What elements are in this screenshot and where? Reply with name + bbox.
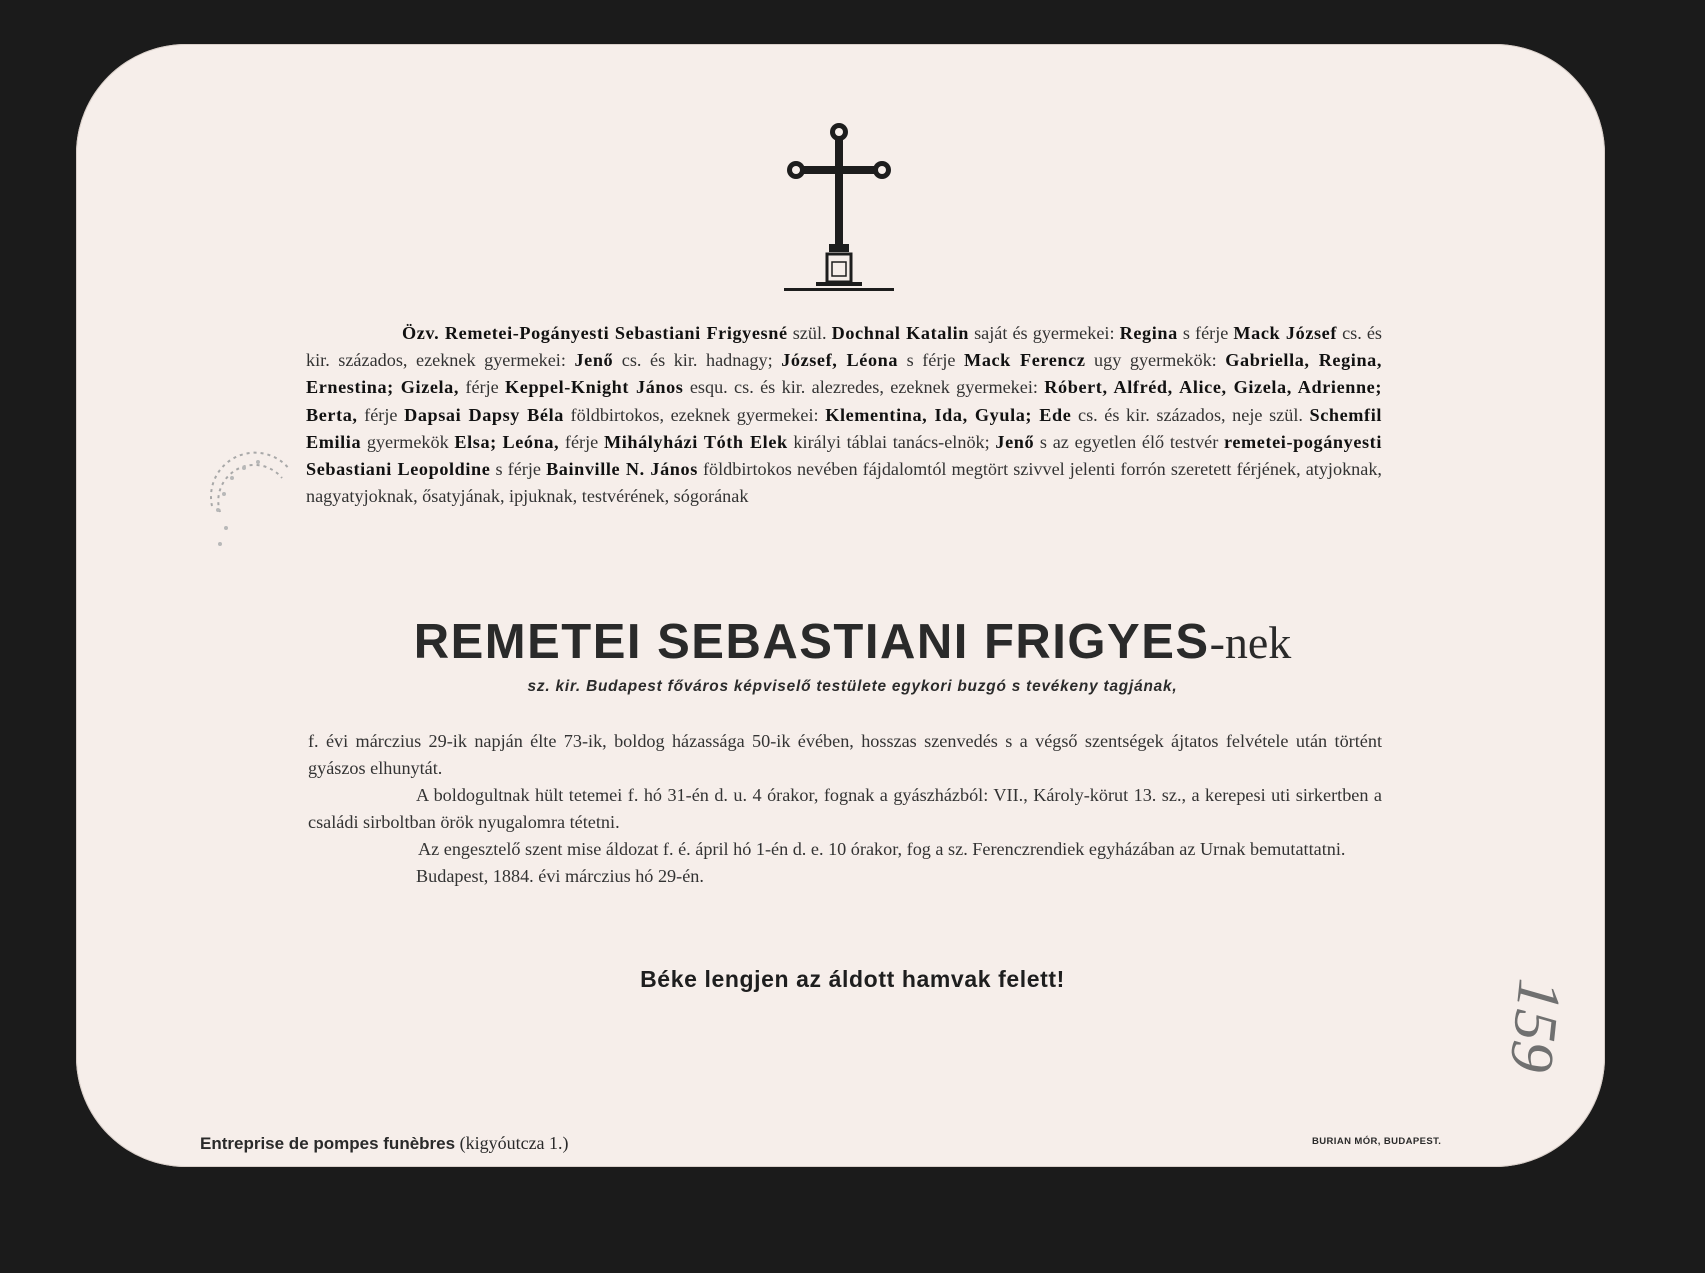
notice-body bbox=[308, 728, 1382, 890]
intro-text: s férje bbox=[1177, 323, 1234, 343]
family-announcement bbox=[306, 320, 1382, 510]
printer-imprint: BURIAN MÓR, BUDAPEST. bbox=[1312, 1136, 1442, 1147]
intro-text: férje bbox=[357, 404, 405, 425]
family-name: Klementina, Ida, Gyula; Ede bbox=[825, 404, 1072, 425]
intro-text: fájdalomtól megtört szivvel jelenti forrón szeretett férjének, atyjoknak, nagyatyjoknak, ősatyjának, ipjuknak, bbox=[306, 459, 1382, 507]
funeral-paragraph: A boldogultnak hült tetemei f. hó 31-én d. u. 4 órakor, fognak a gyászházból: VII., Károly-körut 13. sz., a kerepesi uti sirkertben a családi sirboltban örök nyugalomra tétetni. bbox=[308, 785, 1382, 832]
family-name: Leóna, bbox=[502, 431, 560, 452]
family-name: Elsa; bbox=[454, 431, 497, 452]
intro-text: cs. és kir. százados, neje szül. bbox=[1071, 404, 1310, 425]
intro-text: gyermekei: bbox=[1032, 323, 1120, 343]
closing-blessing: Béke lengjen az áldott hamvak felett! bbox=[640, 966, 1065, 992]
family-name: Mihályházi Tóth Elek bbox=[603, 431, 788, 452]
deceased-name-suffix: -nek bbox=[1209, 617, 1292, 668]
family-name: Schemfil Emilia bbox=[306, 404, 1383, 452]
cross-icon bbox=[784, 120, 894, 296]
intro-text: földbirtokos nevében bbox=[697, 459, 858, 480]
intro-text: férje bbox=[465, 377, 506, 398]
deceased-name-heading bbox=[0, 614, 1705, 670]
family-name: Alice, Gizela, Adrienne; Berta, bbox=[306, 377, 1383, 425]
faded-stamp-mark bbox=[202, 448, 306, 552]
intro-text: cs. és kir. hadnagy; bbox=[613, 350, 773, 371]
family-name: Regina bbox=[1119, 323, 1178, 343]
undertaker-name: Entreprise de pompes funèbres bbox=[200, 1134, 456, 1153]
intro-text: testvérének, sógorának bbox=[581, 486, 749, 507]
intro-text: s férje bbox=[898, 350, 965, 371]
intro-text: királyi táblai tanács-elnök; bbox=[787, 431, 996, 452]
intro-text: cs. és kir. százados, ezeknek gyermekei: bbox=[306, 323, 1382, 371]
family-name: Mack József bbox=[1233, 323, 1337, 343]
death-paragraph: f. évi márczius 29-ik napján élte 73-ik, boldog házassága 50-ik évében, hosszas szenvedés s a végső szentségek ájtatos felvétele után történt gyászos elhunytát. bbox=[308, 731, 1382, 778]
family-name: Keppel-Knight János bbox=[505, 377, 684, 398]
announcer-maiden-name: Dochnal Katalin bbox=[831, 323, 969, 343]
intro-text: gyermekök bbox=[361, 431, 455, 452]
family-name: remetei-pogányesti Sebastiani Leopoldine bbox=[306, 431, 1382, 480]
family-name: Bainville N. János bbox=[546, 459, 698, 480]
family-name: Jenő bbox=[574, 350, 614, 371]
intro-text: saját és bbox=[969, 323, 1028, 343]
family-name: Dapsai Dapsy Béla bbox=[404, 404, 564, 425]
family-name: József, Léona bbox=[781, 350, 899, 371]
intro-text: s férje bbox=[490, 459, 547, 480]
undertaker-imprint bbox=[200, 1133, 569, 1154]
intro-text: ugy gyermekök: bbox=[1085, 350, 1226, 371]
deceased-name: REMETEI SEBASTIANI FRIGYES bbox=[413, 615, 1210, 669]
family-name: Gabriella, Regina, Ernestina; Gizela, bbox=[306, 350, 1383, 398]
intro-text: szül. bbox=[787, 323, 832, 343]
intro-text: férje bbox=[559, 431, 604, 452]
undertaker-address: (kigyóutcza 1.) bbox=[455, 1133, 569, 1153]
date-line: Budapest, 1884. évi márczius hó 29-én. bbox=[416, 866, 704, 886]
intro-text: esqu. cs. és kir. alezredes, ezeknek gyermekei: bbox=[683, 377, 1045, 398]
intro-text: s az egyetlen élő testvér bbox=[1034, 431, 1219, 452]
mass-paragraph: Az engesztelő szent mise áldozat f. é. ápril hó 1-én d. e. 10 órakor, fog a sz. Ferenczrendiek egyházában az Urnak bemutattatni. bbox=[418, 839, 1346, 859]
family-name: Mack Ferencz bbox=[964, 350, 1086, 371]
family-name: Róbert, Alfréd, bbox=[1044, 377, 1173, 398]
handwritten-number: 159 bbox=[1496, 975, 1574, 1076]
family-name: Jenő bbox=[995, 431, 1035, 452]
deceased-title: sz. kir. Budapest főváros képviselő testülete egykori buzgó s tevékeny tagjának, bbox=[527, 678, 1178, 695]
intro-text: földbirtokos, ezeknek gyermekei: bbox=[563, 404, 819, 425]
announcer-name: Özv. Remetei-Pogányesti Sebastiani Frigyesné bbox=[402, 323, 788, 343]
